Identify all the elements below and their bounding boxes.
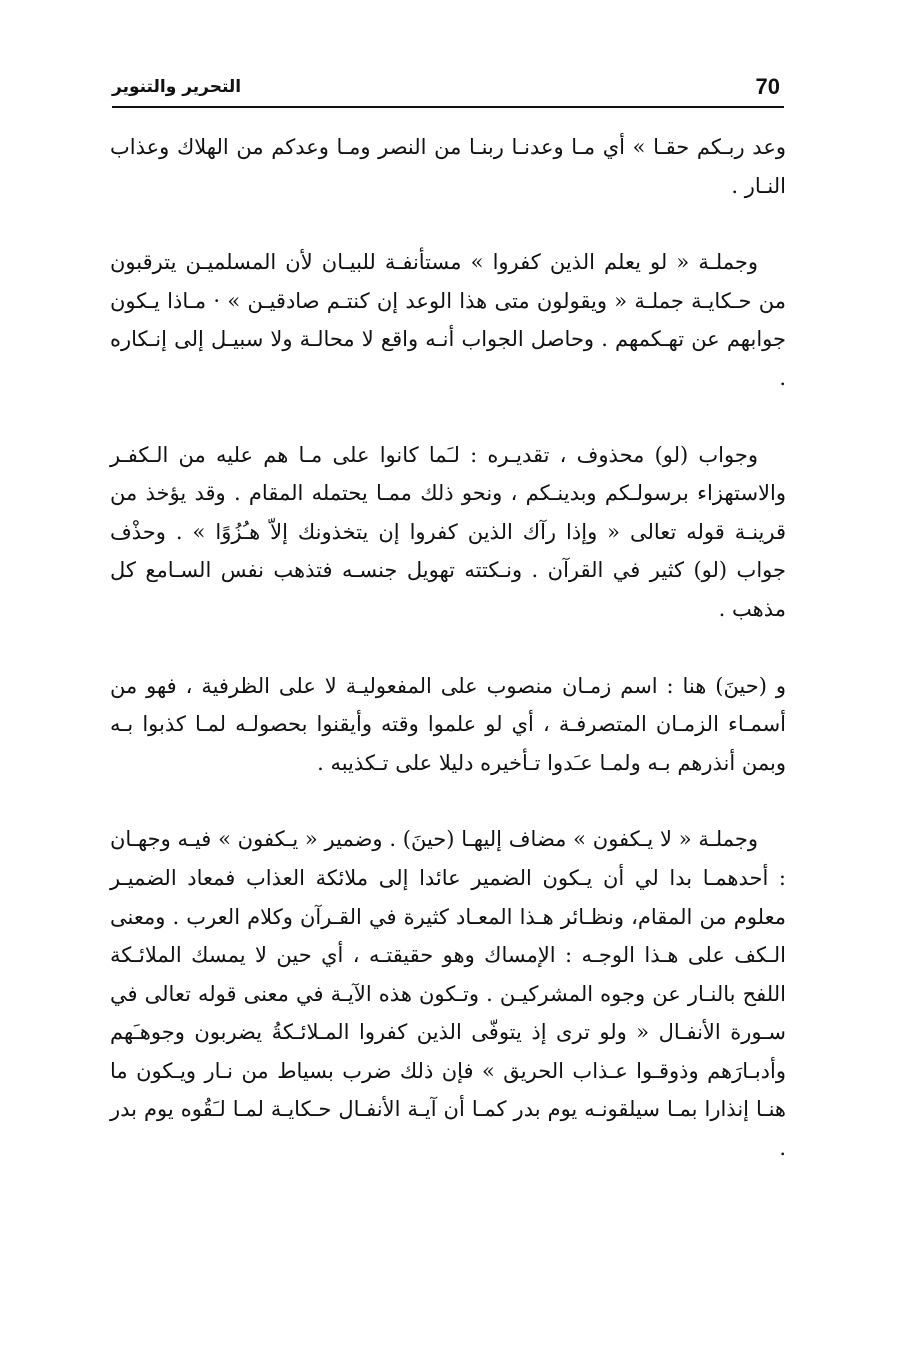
header-rule — [112, 106, 784, 108]
running-header — [112, 74, 784, 104]
paragraph-1: وعد ربـكم حقـا » أي مـا وعدنـا ربنـا من النصر ومـا وعدكم من الهلاك وعذاب النـار . — [110, 135, 786, 198]
body-text — [110, 128, 786, 1206]
paragraph-4: و (حينَ) هنا : اسم زمـان منصوب على المفعوليـة لا على الظرفية ، فهو من أسمـاء الزمـان المتصرفـة ، أي لو علموا وقته وأيقنوا بحصولـه لمـا كذبوا بـه وبمن أنذرهم بـه ولمـا عـَدوا تـأخيره دليلا على تـكذيبه . — [110, 673, 786, 775]
paragraph-3: وجواب (لو) محذوف ، تقديـره : لـَما كانوا على مـا هم عليه من الـكفـر والاستهزاء برسولـكم وبدينـكم ، ونحو ذلك ممـا يحتمله المقام . وقد يؤخذ من قرينـة قوله تعالى « وإذا رآك الذين كفروا إن يتخذونك إلاّ هـُزُوًا » . وحذْف جواب (لو) كثير في القرآن . ونـكتته تهويل جنسـه فتذهب نفس السـامع كل مذهب . — [110, 442, 786, 621]
book-title: التحرير والتنوير — [112, 77, 242, 97]
paragraph-2: وجملـة « لو يعلم الذين كفروا » مستأنفـة للبيـان لأن المسلميـن يترقبون من حـكايـة جملـة « ويقولون متى هذا الوعد إن كنتـم صادقيـن » · مـاذا يـكون جوابهم عن تهـكمهم . وحاصل الجواب أنـه واقع لا محالـة ولا سبيـل إلى إنـكاره . — [110, 250, 786, 390]
paragraph-5: وجملـة « لا يـكفون » مضاف إليهـا (حينَ) . وضمير « يـكفون » فيـه وجهـان : أحدهمـا بدا لي أن يـكون الضمير عائدا إلى ملائكة العذاب فمعاد الضميـر معلوم من المقام، ونظـائر هـذا المعـاد كثيرة في القـرآن وكلام العرب . ومعنى الـكف على هـذا الوجـه : الإمساك وهو حقيقتـه ، أي حين لا يمسك الملائـكة اللفح بالنـار عن وجوه المشركيـن . وتـكون هذه الآيـة في معنى قوله تعالى في سـورة الأنفـال « ولو ترى إذ يتوفّى الذين كفروا المـلائـكةُ يضربون وجوهـَهم وأدبـارَهم وذوقـوا عـذاب الحريق » فإن ذلك ضرب بسياط من نـار ويـكون ما هنـا إنذارا بمـا سيلقونـه يوم بدر كمـا أن آيـة الأنفـال حـكايـة لمـا لـَقُوه يوم بدر . — [110, 827, 787, 1161]
page-number: 70 — [755, 74, 780, 99]
